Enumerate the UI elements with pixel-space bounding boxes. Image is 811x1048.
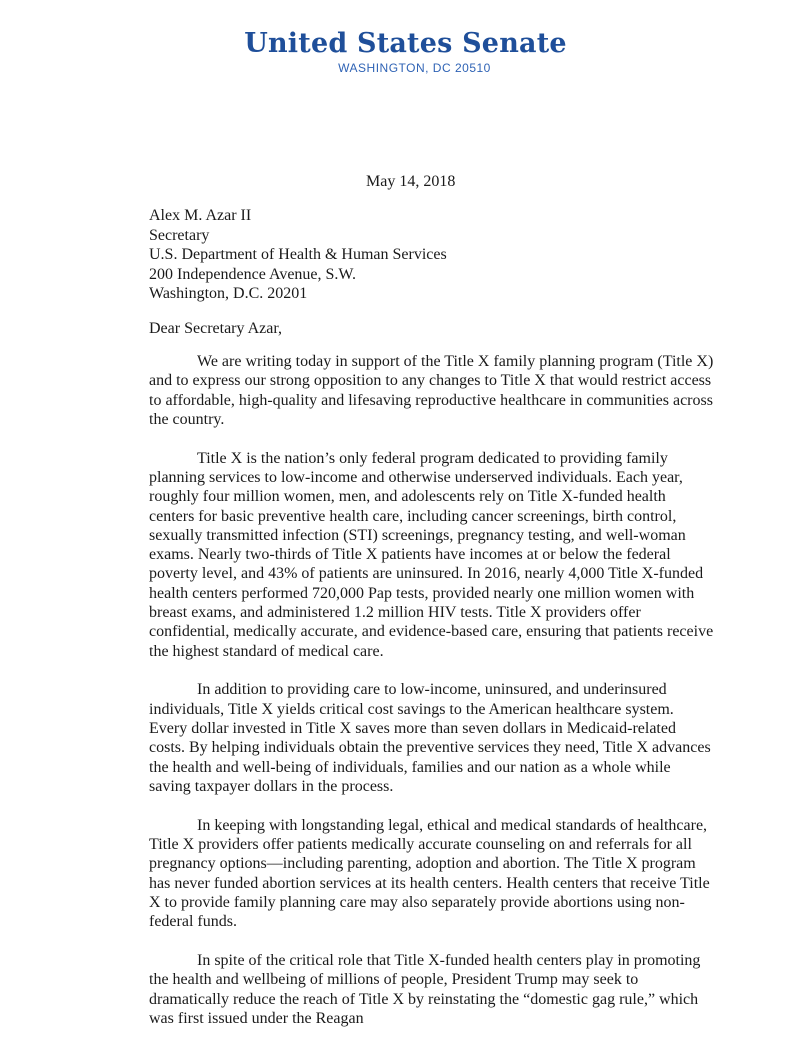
body-paragraph: In spite of the critical role that Title X-funded health centers play in promoting the health and wellbeing of millions of people, President Trump may seek to dramatically reduce the reach of Title X by reinstating the “domestic gag rule,” which was first issued under the Reagan <box>149 952 701 1027</box>
salutation: Dear Secretary Azar, <box>149 320 283 337</box>
body-paragraph: Title X is the nation’s only federal program dedicated to providing family planning services to low-income and otherwise underserved individuals. Each year, roughly four million women, men, and adolescents rely on Title X-funded health centers for basic preventive health care, including cancer screenings, birth control, sexually transmitted infection (STI) screenings, pregnancy testing, and well-woman exams. Nearly two-thirds of Title X patients have incomes at or below the federal poverty level, and 43% of patients are uninsured. In 2016, nearly 4,000 Title X-funded health centers performed 720,000 Pap tests, provided nearly one million women with breast exams, and administered 1.2 million HIV tests. Title X providers offer confidential, medically accurate, and evidence-based care, ensuring that patients receive the highest standard of medical care. <box>149 449 714 660</box>
body-paragraph: In keeping with longstanding legal, ethical and medical standards of healthcare, Title X providers offer patients medically accurate counseling on and referrals for all pregnancy options—including parenting, adoption and abortion. The Title X program has never funded abortion services at its health centers. Health centers that receive Title X to provide family planning care may also separately provide abortions using non-federal funds. <box>149 816 710 931</box>
senate-title: United States Senate <box>244 28 567 59</box>
senate-address: WASHINGTON, DC 20510 <box>338 61 491 75</box>
recipient-street: 200 Independence Avenue, S.W. <box>149 265 357 283</box>
recipient-title: Secretary <box>149 226 210 244</box>
recipient-city: Washington, D.C. 20201 <box>149 285 308 302</box>
recipient-department: U.S. Department of Health & Human Services <box>149 246 447 263</box>
letter-date: May 14, 2018 <box>366 173 456 190</box>
letterhead <box>0 28 811 75</box>
body-paragraph: In addition to providing care to low-income, uninsured, and underinsured individuals, Title X yields critical cost savings to the American healthcare system. Every dollar invested in Title X saves more than seven dollars in Medicaid-related costs. By helping individuals obtain the preventive services they need, Title X advances the health and well-being of individuals, families and our nation as a whole while saving taxpayer dollars in the process. <box>149 681 711 795</box>
recipient-name: Alex M. Azar II <box>149 207 252 224</box>
body-paragraph: We are writing today in support of the Title X family planning program (Title X) and to express our strong opposition to any changes to Title X that would restrict access to affordable, high-quality and lifesaving reproductive healthcare in communities across the country. <box>149 353 714 428</box>
recipient-address-block <box>149 206 447 304</box>
letter-body <box>149 352 715 1048</box>
